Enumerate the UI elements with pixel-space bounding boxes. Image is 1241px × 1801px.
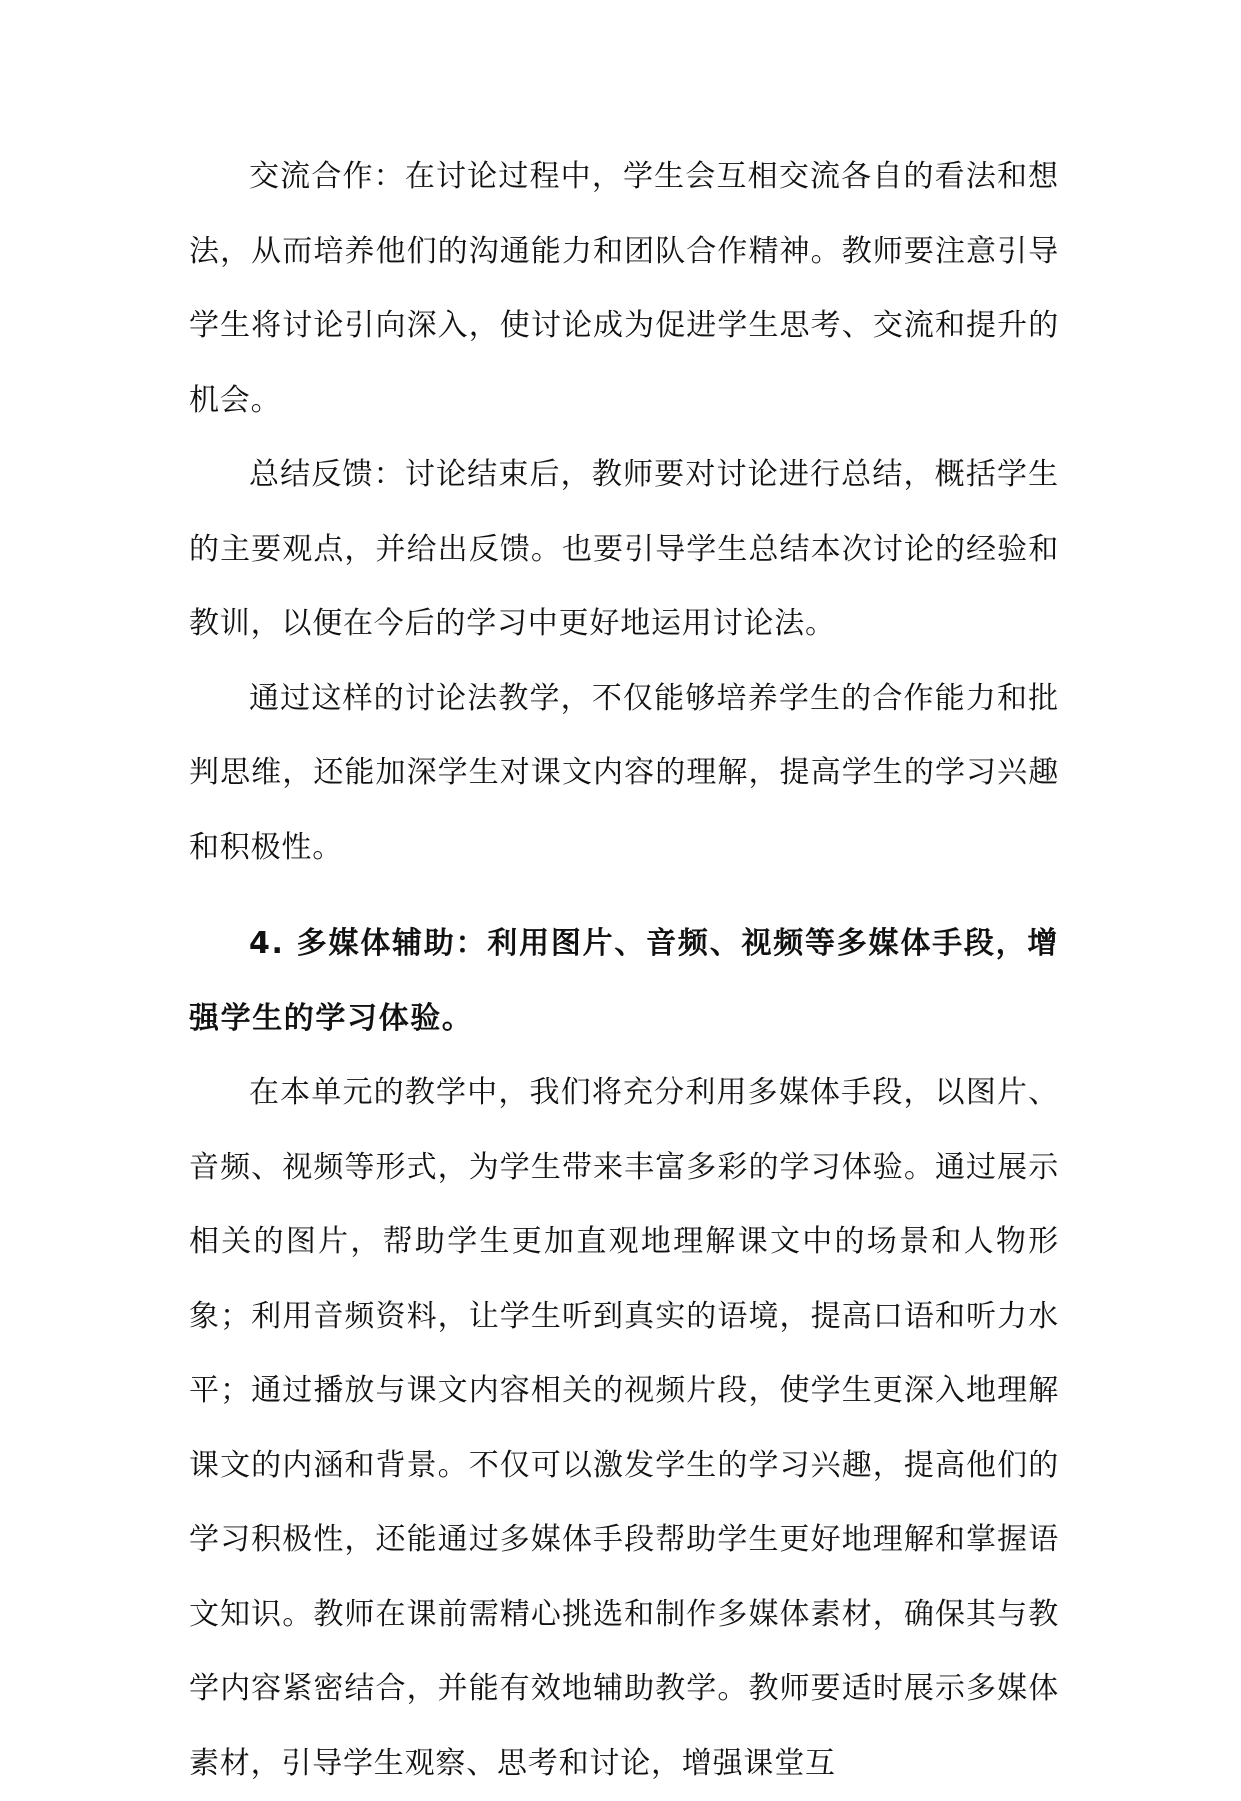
paragraph-communication-cooperation: 交流合作：在讨论过程中，学生会互相交流各自的看法和想法，从而培养他们的沟通能力和团队合作精神。教师要注意引导学生将讨论引向深入，使讨论成为促进学生思考、交流和提升的机会。 [189,159,1059,418]
section-heading-multimedia: 4. 多媒体辅助：利用图片、音频、视频等多媒体手段，增强学生的学习体验。 [189,926,1059,1036]
paragraph-summary-feedback: 总结反馈：讨论结束后，教师要对讨论进行总结，概括学生的主要观点，并给出反馈。也要引导学生总结本次讨论的经验和教训，以便在今后的学习中更好地运用讨论法。 [189,457,1059,641]
document-body [189,140,1059,1801]
paragraph-multimedia: 在本单元的教学中，我们将充分利用多媒体手段，以图片、音频、视频等形式，为学生带来丰富多彩的学习体验。通过展示相关的图片，帮助学生更加直观地理解课文中的场景和人物形象；利用音频资料，让学生听到真实的语境，提高口语和听力水平；通过播放与课文内容相关的视频片段，使学生更深入地理解课文的内涵和背景。不仅可以激发学生的学习兴趣，提高他们的学习积极性，还能通过多媒体手段帮助学生更好地理解和掌握语文知识。教师在课前需精心挑选和制作多媒体素材，确保其与教学内容紧密结合，并能有效地辅助教学。教师要适时展示多媒体素材，引导学生观察、思考和讨论，增强课堂互 [189,1075,1059,1781]
paragraph-discussion-conclusion: 通过这样的讨论法教学，不仅能够培养学生的合作能力和批判思维，还能加深学生对课文内容的理解，提高学生的学习兴趣和积极性。 [189,680,1059,865]
